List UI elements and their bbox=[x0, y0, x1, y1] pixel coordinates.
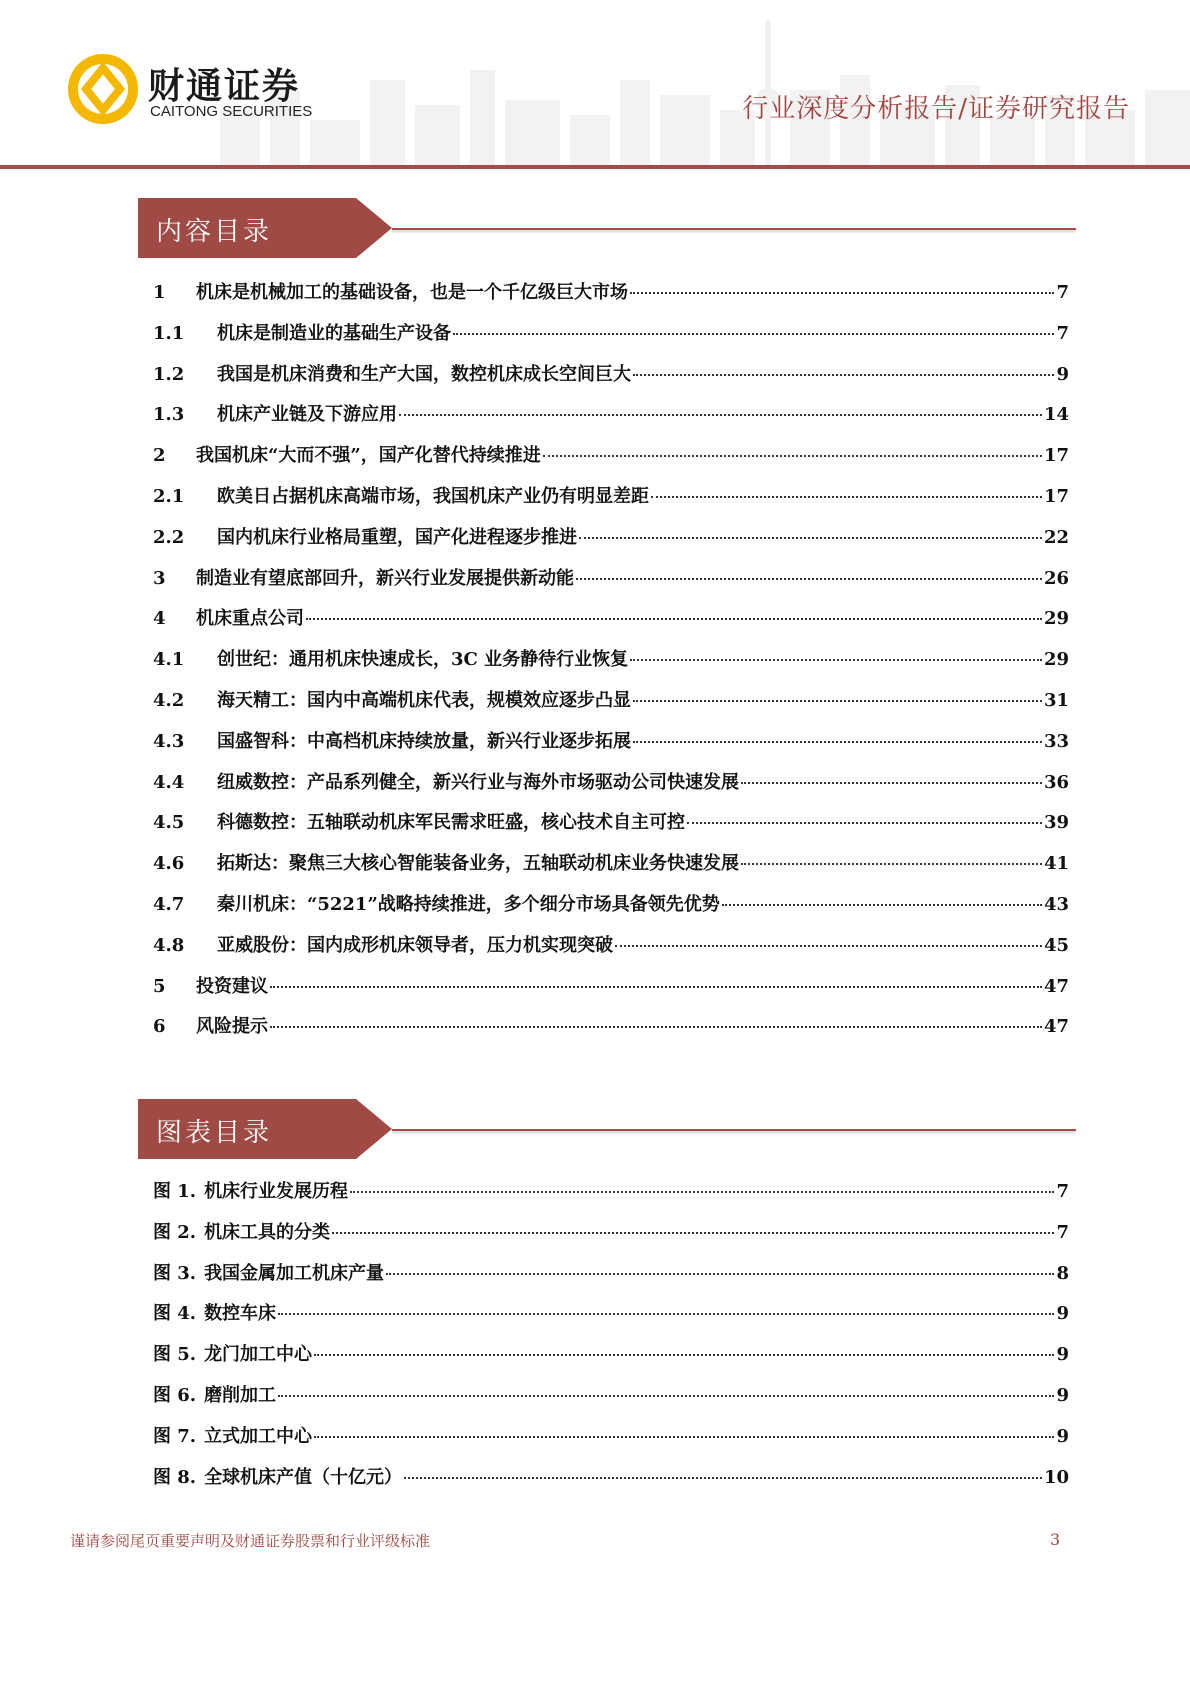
figure-entry[interactable] bbox=[153, 1259, 1069, 1300]
entry-page: 7 bbox=[1056, 1221, 1069, 1243]
figure-entry[interactable] bbox=[153, 1177, 1069, 1218]
entry-number: 图 1. bbox=[153, 1181, 197, 1202]
dot-leader bbox=[630, 659, 1042, 661]
entry-title[interactable]: 亚威股份：国内成形机床领导者，压力机实现突破 bbox=[217, 934, 613, 956]
toc-entry[interactable] bbox=[153, 768, 1069, 809]
dot-leader bbox=[350, 1191, 1054, 1193]
entry-page: 8 bbox=[1056, 1262, 1069, 1284]
entry-number: 图 7. bbox=[153, 1425, 197, 1447]
toc-entry[interactable] bbox=[153, 604, 1069, 645]
dot-leader bbox=[687, 822, 1042, 824]
entry-number: 2.1 bbox=[153, 485, 185, 507]
entry-title[interactable]: 机床重点公司 bbox=[196, 608, 304, 630]
entry-title[interactable]: 秦川机床：“5221”战略持续推进，多个细分市场具备领先优势 bbox=[217, 893, 720, 915]
dot-leader bbox=[278, 1395, 1054, 1397]
toc-heading-rule bbox=[392, 228, 1076, 230]
entry-number: 4.8 bbox=[153, 934, 185, 956]
dot-leader bbox=[314, 1354, 1054, 1356]
entry-title[interactable]: 制造业有望底部回升，新兴行业发展提供新动能 bbox=[196, 567, 574, 589]
entry-page: 9 bbox=[1056, 1425, 1069, 1447]
entry-page: 41 bbox=[1043, 853, 1069, 875]
toc-entry[interactable] bbox=[153, 727, 1069, 768]
entry-title[interactable]: 海天精工：国内中高端机床代表，规模效应逐步凸显 bbox=[217, 689, 631, 711]
dot-leader bbox=[741, 782, 1042, 784]
entry-number: 图 5. bbox=[153, 1344, 197, 1366]
entry-number: 1 bbox=[153, 282, 166, 303]
report-type-title: 行业深度分析报告/证券研究报告 bbox=[742, 94, 1130, 124]
toc-entry[interactable] bbox=[153, 482, 1069, 523]
brand-name-chinese: 财通证券 bbox=[148, 66, 301, 107]
figure-entry[interactable] bbox=[153, 1340, 1069, 1381]
entry-number: 4.3 bbox=[153, 730, 185, 752]
entry-number: 4.1 bbox=[153, 649, 185, 671]
entry-number: 3 bbox=[153, 567, 166, 589]
dot-leader bbox=[270, 986, 1042, 988]
entry-title[interactable]: 磨削加工 bbox=[204, 1384, 277, 1406]
entry-number: 4 bbox=[153, 608, 166, 630]
figures-heading-banner bbox=[138, 1099, 392, 1159]
entry-number: 1.1 bbox=[153, 322, 185, 344]
entry-number: 2 bbox=[153, 445, 166, 467]
toc-entry[interactable] bbox=[153, 523, 1069, 564]
toc-entry[interactable] bbox=[153, 319, 1069, 360]
header-divider bbox=[0, 165, 1190, 169]
dot-leader bbox=[386, 1273, 1054, 1275]
entry-title[interactable]: 机床工具的分类 bbox=[204, 1221, 331, 1243]
entry-number: 5 bbox=[153, 975, 166, 997]
toc-entry[interactable] bbox=[153, 808, 1069, 849]
entry-number: 4.2 bbox=[153, 689, 185, 711]
dot-leader bbox=[633, 741, 1042, 743]
entry-page: 9 bbox=[1056, 1344, 1069, 1366]
entry-title[interactable]: 我国机床“大而不强”，国产化替代持续推进 bbox=[196, 445, 541, 467]
figure-entry[interactable] bbox=[153, 1218, 1069, 1259]
entry-page: 17 bbox=[1043, 485, 1069, 507]
entry-title[interactable]: 立式加工中心 bbox=[204, 1425, 313, 1447]
toc-entry[interactable] bbox=[153, 360, 1069, 401]
toc-entry[interactable] bbox=[153, 645, 1069, 686]
entry-page: 9 bbox=[1056, 363, 1069, 385]
dot-leader bbox=[270, 1026, 1042, 1028]
entry-title[interactable]: 机床是机械加工的基础设备，也是一个千亿级巨大市场 bbox=[196, 282, 628, 303]
entry-page: 31 bbox=[1043, 689, 1069, 711]
entry-title[interactable]: 拓斯达：聚焦三大核心智能装备业务，五轴联动机床业务快速发展 bbox=[217, 853, 739, 875]
dot-leader bbox=[722, 904, 1042, 906]
dot-leader bbox=[633, 700, 1042, 702]
entry-page: 43 bbox=[1043, 893, 1069, 915]
dot-leader bbox=[278, 1313, 1054, 1315]
entry-page: 14 bbox=[1043, 404, 1069, 426]
toc-entry[interactable] bbox=[153, 564, 1069, 605]
entry-title[interactable]: 国内机床行业格局重塑，国产化进程逐步推进 bbox=[217, 526, 577, 548]
toc-entry[interactable] bbox=[153, 931, 1069, 972]
toc-heading-banner bbox=[138, 198, 392, 258]
entry-number: 4.4 bbox=[153, 771, 185, 793]
entry-page: 26 bbox=[1043, 567, 1069, 589]
entry-page: 7 bbox=[1056, 322, 1069, 344]
entry-title[interactable]: 国盛智科：中高档机床持续放量，新兴行业逐步拓展 bbox=[217, 730, 631, 752]
entry-page: 9 bbox=[1056, 1384, 1069, 1406]
entry-title[interactable]: 纽威数控：产品系列健全，新兴行业与海外市场驱动公司快速发展 bbox=[217, 771, 739, 793]
figure-entry[interactable] bbox=[153, 1422, 1069, 1463]
dot-leader bbox=[630, 292, 1054, 294]
entry-number: 1.3 bbox=[153, 404, 185, 426]
entry-page: 36 bbox=[1043, 771, 1069, 793]
caitong-logo-icon bbox=[68, 54, 138, 124]
dot-leader bbox=[576, 578, 1042, 580]
list-of-figures bbox=[153, 1177, 1069, 1503]
entry-title[interactable]: 欧美日占据机床高端市场，我国机床产业仍有明显差距 bbox=[217, 485, 649, 507]
entry-number: 4.7 bbox=[153, 893, 185, 915]
entry-number: 图 8. bbox=[153, 1466, 197, 1488]
entry-number: 4.5 bbox=[153, 812, 185, 834]
entry-number: 图 3. bbox=[153, 1262, 197, 1284]
toc-entry[interactable] bbox=[153, 278, 1069, 319]
entry-number: 4.6 bbox=[153, 853, 185, 875]
entry-title[interactable]: 全球机床产值（十亿元） bbox=[204, 1466, 403, 1488]
entry-number: 图 4. bbox=[153, 1303, 197, 1325]
entry-page: 47 bbox=[1043, 1016, 1069, 1038]
entry-number: 1.2 bbox=[153, 363, 185, 385]
toc-entry[interactable] bbox=[153, 849, 1069, 890]
brand-name-english: CAITONG SECURITIES bbox=[150, 103, 313, 120]
entry-title[interactable]: 我国是机床消费和生产大国，数控机床成长空间巨大 bbox=[217, 363, 631, 385]
toc-entry[interactable] bbox=[153, 890, 1069, 931]
figure-entry[interactable] bbox=[153, 1463, 1069, 1504]
toc-entry[interactable] bbox=[153, 441, 1069, 482]
dot-leader bbox=[579, 537, 1042, 539]
entry-number: 图 6. bbox=[153, 1384, 197, 1406]
entry-page: 22 bbox=[1043, 526, 1069, 548]
entry-title[interactable]: 机床行业发展历程 bbox=[204, 1181, 349, 1202]
dot-leader bbox=[651, 496, 1042, 498]
entry-page: 33 bbox=[1043, 730, 1069, 752]
dot-leader bbox=[543, 455, 1042, 457]
entry-page: 45 bbox=[1043, 934, 1069, 956]
entry-title[interactable]: 龙门加工中心 bbox=[204, 1344, 313, 1366]
toc-entry[interactable] bbox=[153, 400, 1069, 441]
entry-number: 图 2. bbox=[153, 1221, 197, 1243]
dot-leader bbox=[741, 863, 1042, 865]
entry-number: 2.2 bbox=[153, 526, 185, 548]
entry-title[interactable]: 科德数控：五轴联动机床军民需求旺盛，核心技术自主可控 bbox=[217, 812, 685, 834]
toc-heading: 内容目录 bbox=[156, 217, 273, 247]
dot-leader bbox=[332, 1232, 1054, 1234]
dot-leader bbox=[453, 333, 1054, 335]
table-of-contents bbox=[153, 278, 1069, 1053]
entry-page: 9 bbox=[1056, 1303, 1069, 1325]
entry-title[interactable]: 数控车床 bbox=[204, 1303, 277, 1325]
entry-page: 29 bbox=[1043, 608, 1069, 630]
entry-page: 17 bbox=[1043, 445, 1069, 467]
entry-title[interactable]: 机床是制造业的基础生产设备 bbox=[217, 322, 451, 344]
entry-page: 39 bbox=[1043, 812, 1069, 834]
entry-page: 10 bbox=[1043, 1466, 1069, 1488]
dot-leader bbox=[306, 618, 1042, 620]
entry-title[interactable]: 投资建议 bbox=[196, 975, 268, 997]
figures-heading-rule bbox=[392, 1129, 1076, 1131]
entry-page: 47 bbox=[1043, 975, 1069, 997]
toc-entry[interactable] bbox=[153, 686, 1069, 727]
entry-page: 7 bbox=[1056, 282, 1069, 303]
page-number: 3 bbox=[1050, 1530, 1061, 1549]
toc-entry[interactable] bbox=[153, 972, 1069, 1013]
footer-disclaimer: 谨请参阅尾页重要声明及财通证券股票和行业评级标准 bbox=[70, 1532, 431, 1550]
entry-title[interactable]: 机床产业链及下游应用 bbox=[217, 404, 397, 426]
dot-leader bbox=[615, 945, 1042, 947]
toc-entry[interactable] bbox=[153, 1012, 1069, 1053]
entry-page: 29 bbox=[1043, 649, 1069, 671]
entry-title[interactable]: 我国金属加工机床产量 bbox=[204, 1262, 385, 1284]
dot-leader bbox=[404, 1477, 1042, 1479]
entry-number: 6 bbox=[153, 1016, 166, 1038]
dot-leader bbox=[314, 1436, 1054, 1438]
entry-page: 7 bbox=[1056, 1181, 1069, 1202]
dot-leader bbox=[399, 414, 1042, 416]
figure-entry[interactable] bbox=[153, 1299, 1069, 1340]
entry-title[interactable]: 风险提示 bbox=[196, 1016, 268, 1038]
figure-entry[interactable] bbox=[153, 1381, 1069, 1422]
entry-title[interactable]: 创世纪：通用机床快速成长，3C 业务静待行业恢复 bbox=[217, 649, 629, 671]
dot-leader bbox=[633, 374, 1054, 376]
figures-heading: 图表目录 bbox=[156, 1118, 273, 1148]
